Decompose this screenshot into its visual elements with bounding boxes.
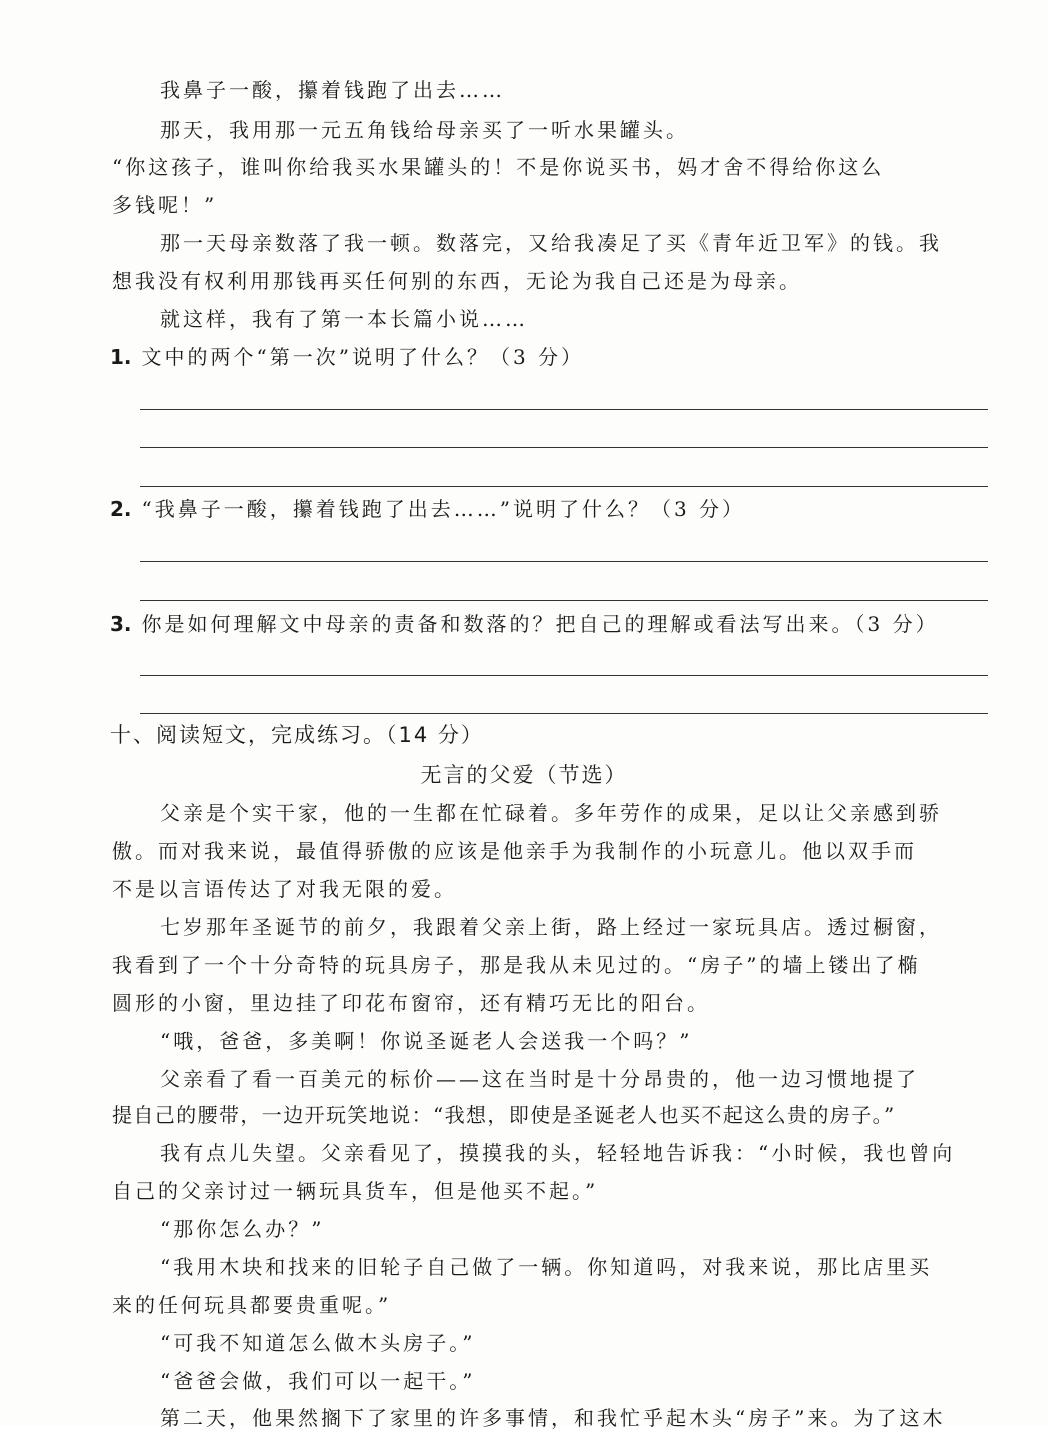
answer-line[interactable] bbox=[140, 486, 988, 487]
passage1-line: 多钱呢！” bbox=[112, 193, 218, 217]
passage2-line: 提自己的腰带，一边开玩笑地说：“我想，即使是圣诞老人也买不起这么贵的房子。” bbox=[112, 1103, 896, 1127]
passage2-line: 圆形的小窗，里边挂了印花布窗帘，还有精巧无比的阳台。 bbox=[112, 991, 710, 1015]
question-text: “我鼻子一酸，攥着钱跑了出去……”说明了什么？（3 分） bbox=[141, 497, 746, 521]
section-heading: 十、阅读短文，完成练习。（14 分） bbox=[110, 723, 484, 747]
passage2-line: “哦，爸爸，多美啊！你说圣诞老人会送我一个吗？” bbox=[160, 1029, 693, 1053]
passage2-line: 我有点儿失望。父亲看见了，摸摸我的头，轻轻地告诉我：“小时候，我也曾向 bbox=[160, 1141, 956, 1165]
passage2-line: “爸爸会做，我们可以一起干。” bbox=[160, 1369, 476, 1393]
passage2-line: 父亲看了看一百美元的标价——这在当时是十分昂贵的，他一边习惯地提了 bbox=[160, 1067, 919, 1091]
passage2-line: 不是以言语传达了对我无限的爱。 bbox=[112, 877, 457, 901]
story-title: 无言的父爱（节选） bbox=[420, 763, 628, 787]
question-number: 1. bbox=[110, 345, 132, 369]
answer-line[interactable] bbox=[140, 561, 988, 562]
passage2-line: 父亲是个实干家，他的一生都在忙碌着。多年劳作的成果，足以让父亲感到骄 bbox=[160, 801, 942, 825]
question-2 bbox=[110, 495, 745, 523]
question-3 bbox=[110, 610, 939, 638]
passage1-line: 就这样，我有了第一本长篇小说…… bbox=[160, 307, 528, 331]
passage2-line: 七岁那年圣诞节的前夕，我跟着父亲上街，路上经过一家玩具店。透过橱窗， bbox=[160, 915, 942, 939]
passage2-line: “可我不知道怎么做木头房子。” bbox=[160, 1331, 476, 1355]
answer-line[interactable] bbox=[140, 600, 988, 601]
question-number: 2. bbox=[110, 497, 132, 521]
passage1-line: 我鼻子一酸，攥着钱跑了出去…… bbox=[160, 78, 505, 102]
passage2-line: 傲。而对我来说，最值得骄傲的应该是他亲手为我制作的小玩意儿。他以双手而 bbox=[112, 839, 917, 863]
question-text: 你是如何理解文中母亲的责备和数落的？把自己的理解或看法写出来。（3 分） bbox=[141, 612, 939, 636]
passage1-line: 那天，我用那一元五角钱给母亲买了一听水果罐头。 bbox=[160, 118, 689, 142]
answer-line[interactable] bbox=[140, 447, 988, 448]
question-text: 文中的两个“第一次”说明了什么？（3 分） bbox=[141, 345, 585, 369]
passage2-line: “我用木块和找来的旧轮子自己做了一辆。你知道吗，对我来说，那比店里买 bbox=[160, 1255, 933, 1279]
passage2-line: 我看到了一个十分奇特的玩具房子，那是我从未见过的。“房子”的墙上镂出了椭 bbox=[112, 953, 921, 977]
answer-line[interactable] bbox=[140, 713, 988, 714]
answer-line[interactable] bbox=[140, 675, 988, 676]
question-number: 3. bbox=[110, 612, 132, 636]
passage1-line: 那一天母亲数落了我一顿。数落完，又给我凑足了买《青年近卫军》的钱。我 bbox=[160, 231, 942, 255]
passage2-line: 来的任何玩具都要贵重呢。” bbox=[112, 1293, 392, 1317]
question-1 bbox=[110, 343, 584, 371]
passage2-line: 第二天，他果然搁下了家里的许多事情，和我忙乎起木头“房子”来。为了这木 bbox=[160, 1406, 946, 1430]
passage2-line: 自己的父亲讨过一辆玩具货车，但是他买不起。” bbox=[112, 1179, 599, 1203]
passage1-line: 想我没有权利用那钱再买任何别的东西，无论为我自己还是为母亲。 bbox=[112, 269, 802, 293]
passage1-line: “你这孩子，谁叫你给我买水果罐头的！不是你说买书，妈才舍不得给你这么 bbox=[112, 155, 885, 179]
answer-line[interactable] bbox=[140, 409, 988, 410]
passage2-line: “那你怎么办？” bbox=[160, 1217, 325, 1241]
